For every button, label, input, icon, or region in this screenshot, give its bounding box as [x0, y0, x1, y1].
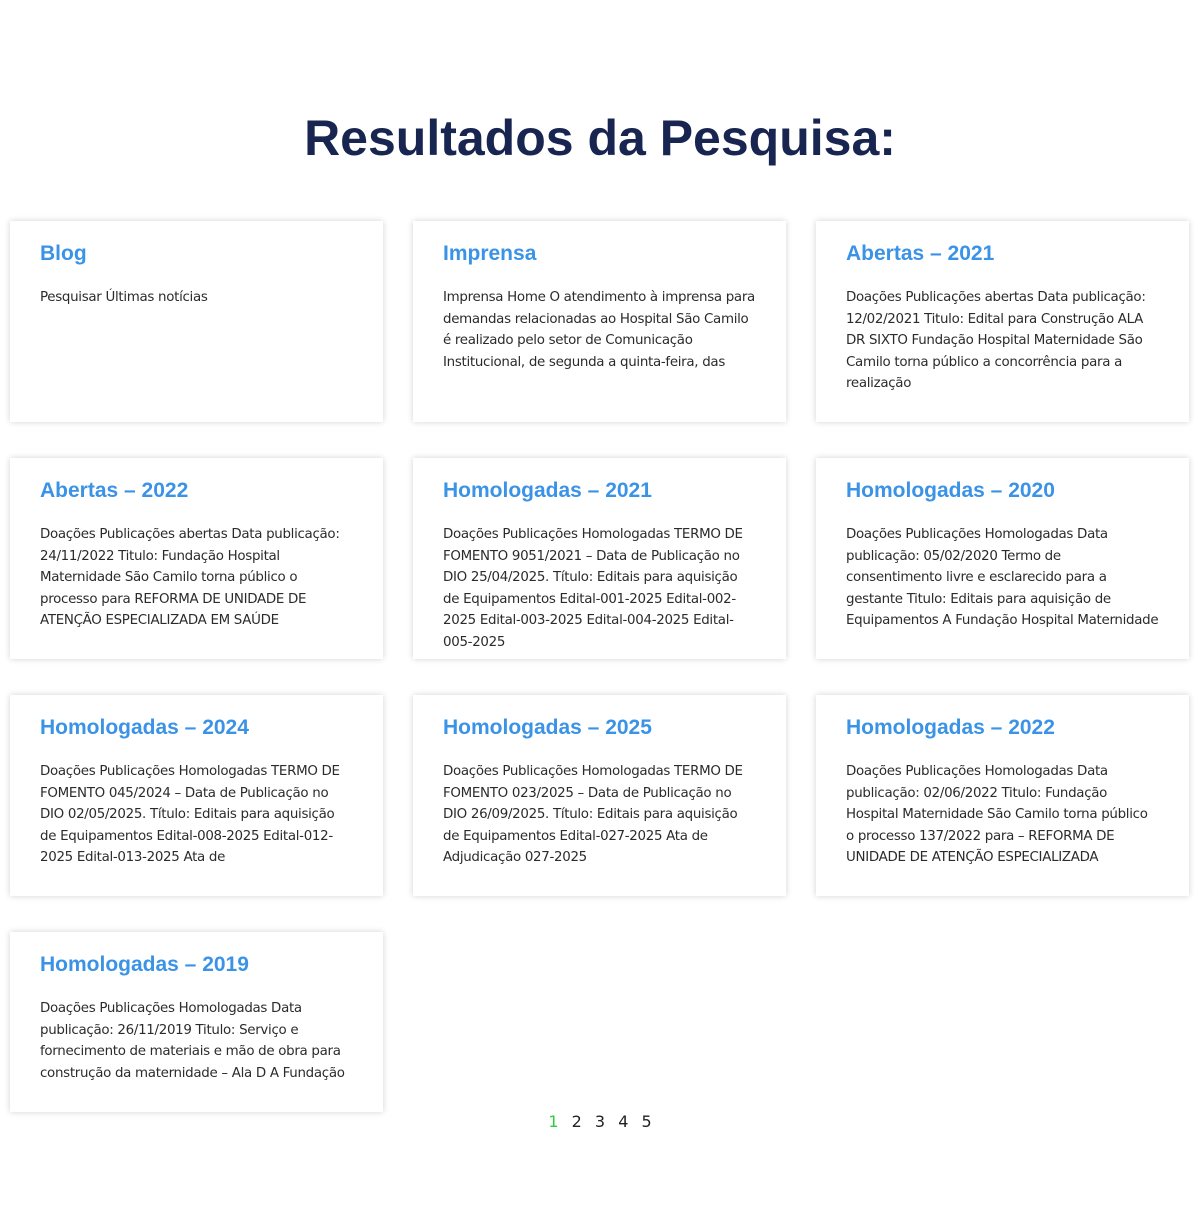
result-title-link[interactable]: Homologadas – 2024 [40, 716, 249, 739]
page-link-2[interactable]: 2 [571, 1112, 582, 1131]
result-title-link[interactable]: Homologadas – 2025 [443, 716, 652, 739]
result-excerpt: Pesquisar Últimas notícias [40, 290, 208, 305]
result-title-link[interactable]: Abertas – 2021 [846, 242, 995, 265]
result-card-homologadas-2020[interactable] [816, 458, 1189, 659]
result-card-homologadas-2025[interactable] [413, 695, 786, 896]
result-excerpt: Doações Publicações Homologadas Data publicação: 26/11/2019 Titulo: Serviço e fornecimento de materiais e mão de obra para construção da maternidade – Ala D A Fundação [40, 1001, 345, 1081]
search-results-grid [10, 221, 1190, 1112]
result-title-link[interactable]: Abertas – 2022 [40, 479, 189, 502]
result-title-link[interactable]: Homologadas – 2022 [846, 716, 1055, 739]
result-title-link[interactable]: Imprensa [443, 242, 537, 265]
result-title-link[interactable]: Homologadas – 2020 [846, 479, 1055, 502]
page-title: Resultados da Pesquisa: [304, 110, 896, 166]
result-title-link[interactable]: Homologadas – 2019 [40, 953, 249, 976]
result-excerpt: Doações Publicações Homologadas TERMO DE FOMENTO 023/2025 – Data de Publicação no DIO 26/09/2025. Título: Editais para aquisição de Equipamentos Edital-027-2025 Ata de Adjudicação 027-2025 [443, 764, 743, 865]
result-excerpt: Doações Publicações Homologadas TERMO DE FOMENTO 045/2024 – Data de Publicação no DIO 02/05/2025. Título: Editais para aquisição de Equipamentos Edital-008-2025 Edital-012-2025 Edital-013-2025 Ata de [40, 764, 340, 865]
result-excerpt: Imprensa Home O atendimento à imprensa para demandas relacionadas ao Hospital São Camilo é realizado pelo setor de Comunicação Institucional, de segunda a quinta-feira, das [443, 290, 755, 370]
result-excerpt: Doações Publicações Homologadas Data publicação: 05/02/2020 Termo de consentimento livre e esclarecido para a gestante Titulo: Editais para aquisição de Equipamentos A Fundação Hospital Maternidade [846, 527, 1159, 628]
result-excerpt: Doações Publicações Homologadas Data publicação: 02/06/2022 Titulo: Fundação Hospital Maternidade São Camilo torna público o processo 137/2022 para – REFORMA DE UNIDADE DE ATENÇÃO ESPECIALIZADA [846, 764, 1148, 865]
result-card-abertas-2021[interactable] [816, 221, 1189, 422]
result-title-link[interactable]: Blog [40, 242, 87, 265]
result-card-blog[interactable] [10, 221, 383, 422]
result-card-homologadas-2021[interactable] [413, 458, 786, 659]
page-link-4[interactable]: 4 [618, 1112, 629, 1131]
result-card-abertas-2022[interactable] [10, 458, 383, 659]
result-card-imprensa[interactable] [413, 221, 786, 422]
result-excerpt: Doações Publicações abertas Data publicação: 24/11/2022 Titulo: Fundação Hospital Maternidade São Camilo torna público o processo para REFORMA DE UNIDADE DE ATENÇÃO ESPECIALIZADA EM SAÚDE [40, 527, 340, 628]
result-card-homologadas-2024[interactable] [10, 695, 383, 896]
page-link-3[interactable]: 3 [594, 1112, 606, 1131]
page-link-1-current[interactable]: 1 [548, 1112, 559, 1131]
result-title-link[interactable]: Homologadas – 2021 [443, 479, 652, 502]
result-excerpt: Doações Publicações Homologadas TERMO DE FOMENTO 9051/2021 – Data de Publicação no DIO 25/04/2025. Título: Editais para aquisição de Equipamentos Edital-001-2025 Edital-002-2025 Edital-003-2025 Edital-004-2025 Edital-005-2025 [443, 527, 743, 650]
result-excerpt: Doações Publicações abertas Data publicação: 12/02/2021 Titulo: Edital para Construção ALA DR SIXTO Fundação Hospital Maternidade São Camilo torna público a concorrência para a realização [846, 290, 1146, 391]
result-card-homologadas-2019[interactable] [10, 932, 383, 1112]
page-link-5[interactable]: 5 [641, 1112, 652, 1131]
result-card-homologadas-2022[interactable] [816, 695, 1189, 896]
pagination [0, 1111, 1200, 1133]
